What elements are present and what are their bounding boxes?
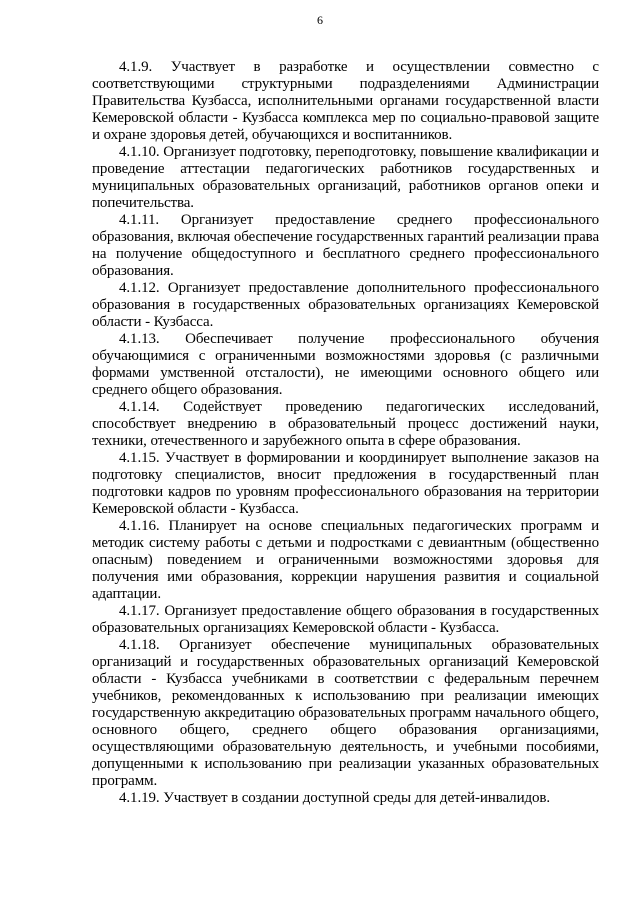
document-body <box>92 59 599 807</box>
paragraph-4-1-18: 4.1.18. Организует обеспечение муниципальных образовательных организаций и государственных образовательных организаций Кемеровской области - Кузбасса учебниками в соответствии с федеральным перечнем учебников, рекомендованных к использованию при реализации имеющих государственную аккредитацию образовательных программ начального общего, основного общего, среднего общего образования организациями, осуществляющими образовательную деятельность, и учебными пособиями, допущенными к использованию при реализации указанных образовательных программ. <box>92 637 599 789</box>
page-number: 6 <box>317 13 323 27</box>
paragraph-4-1-19: 4.1.19. Участвует в создании доступной среды для детей-инвалидов. <box>119 790 551 806</box>
paragraph-4-1-13: 4.1.13. Обеспечивает получение профессионального обучения обучающимися с ограниченными возможностями здоровья (с различными формами умственной отсталости), не имеющими основного общего или среднего общего образования. <box>92 331 599 398</box>
paragraph-4-1-9: 4.1.9. Участвует в разработке и осуществлении совместно с соответствующими структурными подразделениями Администрации Правительства Кузбасса, исполнительными органами государственной власти Кемеровской области - Кузбасса комплекса мер по социально-правовой защите и охране здоровья детей, обучающихся и воспитанников. <box>92 59 599 143</box>
paragraph-4-1-10: 4.1.10. Организует подготовку, переподготовку, повышение квалификации и проведение аттестации педагогических работников государственных и муниципальных образовательных организаций, работников органов опеки и попечительства. <box>92 144 599 211</box>
paragraph-4-1-14: 4.1.14. Содействует проведению педагогических исследований, способствует внедрению в образовательный процесс достижений науки, техники, отечественного и зарубежного опыта в сфере образования. <box>92 399 599 449</box>
paragraph-4-1-15: 4.1.15. Участвует в формировании и координирует выполнение заказов на подготовку специалистов, вносит предложения в государственный план подготовки кадров по уровням профессионального образования на территории Кемеровской области - Кузбасса. <box>92 450 599 517</box>
paragraph-4-1-17: 4.1.17. Организует предоставление общего образования в государственных образовательных организациях Кемеровской области - Кузбасса. <box>92 603 599 636</box>
paragraph-4-1-16: 4.1.16. Планирует на основе специальных педагогических программ и методик систему работы с детьми и подростками с девиантным (общественно опасным) поведением и ограниченными возможностями здоровья для получения ими образования, коррекции нарушения развития и социальной адаптации. <box>92 518 599 602</box>
paragraph-4-1-12: 4.1.12. Организует предоставление дополнительного профессионального образования в государственных образовательных организациях Кемеровской области - Кузбасса. <box>92 280 599 330</box>
paragraph-4-1-11: 4.1.11. Организует предоставление среднего профессионального образования, включая обеспечение государственных гарантий реализации права на получение общедоступного и бесплатного среднего профессионального образования. <box>92 212 600 279</box>
